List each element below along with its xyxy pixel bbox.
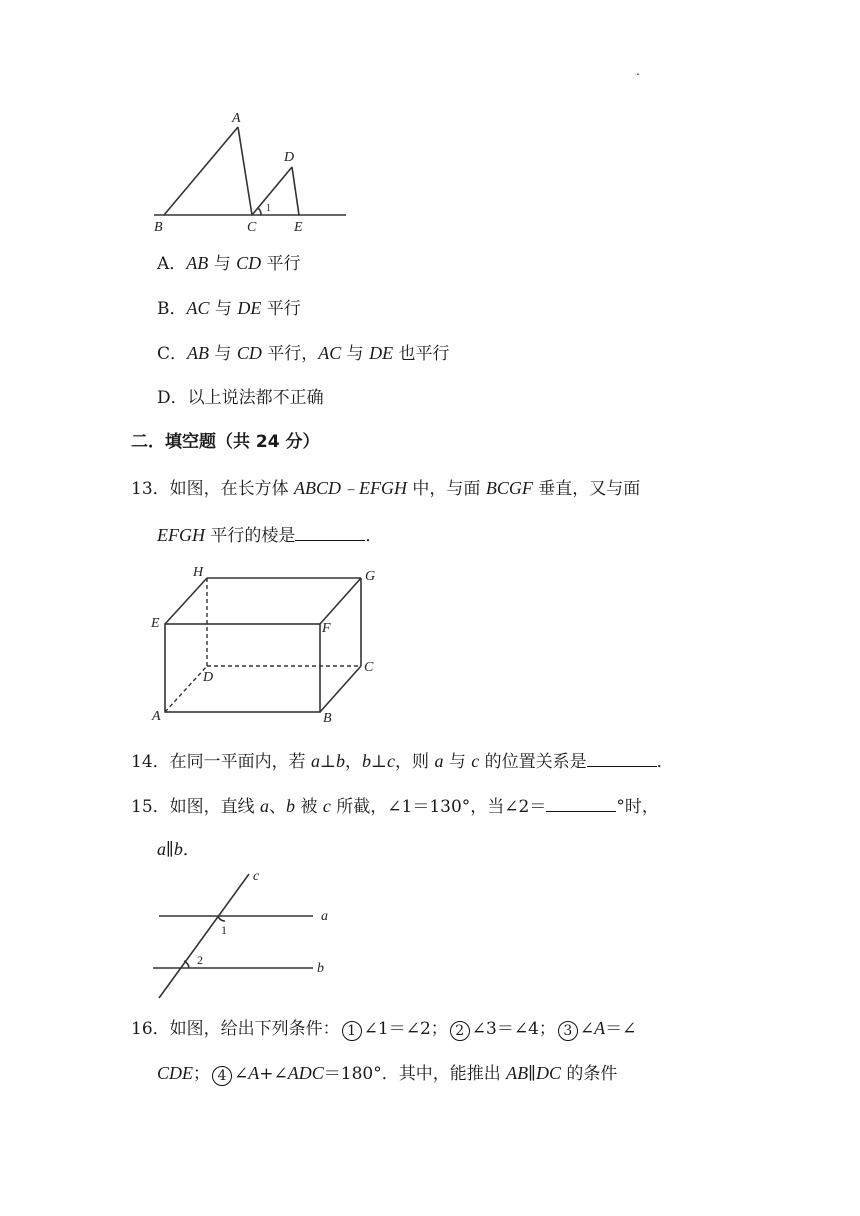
math-term: b xyxy=(362,751,372,771)
fig12-label-A: A xyxy=(232,111,241,126)
option-letter: B． xyxy=(157,299,187,319)
question-text: 中，与面 xyxy=(407,479,486,499)
math-term: A xyxy=(248,1063,260,1083)
question-text: +∠ xyxy=(259,1064,288,1084)
math-term: ABCD﹣EFGH xyxy=(294,478,408,498)
page-dot: . xyxy=(636,64,640,78)
math-term: AB xyxy=(187,343,210,363)
fig12-label-C: C xyxy=(247,220,257,235)
fig13-label-H: H xyxy=(193,565,204,580)
option-text: 也平行 xyxy=(398,344,450,364)
option-text: 与 xyxy=(346,344,364,364)
question-number: 16． xyxy=(131,1019,170,1039)
answer-blank[interactable] xyxy=(587,748,657,767)
math-term: DE xyxy=(369,343,394,363)
question-text: ． xyxy=(656,752,674,772)
fig13-label-A: A xyxy=(152,709,161,724)
fig13-label-C: C xyxy=(364,660,374,675)
fig13-label-E: E xyxy=(151,616,160,631)
answer-blank[interactable] xyxy=(546,793,616,812)
fig15-label-b: b xyxy=(317,961,324,976)
math-term: CDE xyxy=(157,1063,193,1083)
fig15-angle-2: 2 xyxy=(197,953,203,967)
option-text: 平行 xyxy=(266,254,301,274)
option-text: 与 xyxy=(214,299,232,319)
question-number: 13． xyxy=(131,479,170,499)
question-text: 的条件 xyxy=(560,1064,618,1084)
math-term: AC xyxy=(186,298,210,318)
question-text: 如图，直线 xyxy=(169,797,261,817)
math-term: b xyxy=(336,751,346,771)
math-symbol: ∥ xyxy=(166,840,174,860)
circled-number-1: 1 xyxy=(342,1021,362,1041)
math-term: DC xyxy=(535,1063,561,1083)
question-number: 15． xyxy=(131,797,170,817)
option-b xyxy=(157,297,301,320)
math-term: CD xyxy=(236,343,262,363)
fig12-label-D: D xyxy=(284,150,295,165)
question-text: 与 xyxy=(443,752,472,772)
question-16-line1 xyxy=(131,1017,636,1041)
math-term: b xyxy=(173,839,183,859)
option-letter: C． xyxy=(157,344,188,364)
figure-q13-cuboid xyxy=(145,560,385,730)
fig13-label-F: F xyxy=(322,621,331,636)
option-a xyxy=(157,252,301,275)
question-13-line1 xyxy=(131,477,640,500)
math-term: a xyxy=(260,796,270,816)
section-prefix: 二．填空题（共 xyxy=(131,432,256,452)
math-term: AB xyxy=(506,1063,529,1083)
option-letter: D． xyxy=(157,388,188,408)
math-term: ADC xyxy=(287,1063,324,1083)
option-text: 以上说法都不正确 xyxy=(187,388,324,408)
fig15-label-a: a xyxy=(321,909,328,924)
fig15-label-c: c xyxy=(253,869,260,884)
question-text: ； xyxy=(193,1064,210,1084)
question-text: 所截，∠1＝130°，当∠2＝ xyxy=(330,797,547,817)
question-text: ∠ xyxy=(579,1019,595,1039)
question-text: 垂直，又与面 xyxy=(532,479,641,499)
circled-number-3: 3 xyxy=(558,1021,578,1041)
answer-blank[interactable] xyxy=(295,522,365,541)
circled-number-4: 4 xyxy=(212,1066,232,1086)
figure-q15-transversal xyxy=(145,866,345,1006)
math-term: DE xyxy=(237,298,262,318)
fig12-label-B: B xyxy=(154,220,163,235)
math-symbol: ⊥ xyxy=(371,752,388,772)
question-text: ， xyxy=(345,752,363,772)
question-text: °时， xyxy=(616,797,659,817)
figure-q12-triangles xyxy=(140,105,360,235)
math-term: EFGH xyxy=(157,525,205,545)
math-term: c xyxy=(322,796,331,816)
question-text: 如图，在长方体 xyxy=(169,479,295,499)
math-term: c xyxy=(387,751,396,771)
question-15-line1 xyxy=(131,793,659,818)
section-suffix: 分） xyxy=(279,432,320,452)
question-text: 的位置关系是 xyxy=(479,752,587,772)
math-term: AB xyxy=(186,253,209,273)
option-d xyxy=(157,387,324,409)
question-text: ＝∠ xyxy=(605,1019,637,1039)
math-term: BCGF xyxy=(485,478,533,498)
option-text: 平行， xyxy=(267,344,319,364)
question-text: ． xyxy=(365,526,383,546)
fig13-label-D: D xyxy=(203,670,214,685)
option-letter: A． xyxy=(157,254,187,274)
question-text: ，则 xyxy=(395,752,435,772)
question-number: 14． xyxy=(131,752,170,772)
question-13-line2 xyxy=(157,522,382,547)
option-text: 与 xyxy=(214,344,232,364)
math-symbol: ⊥ xyxy=(320,752,337,772)
question-text: 平行的棱是 xyxy=(205,526,296,546)
fig15-angle-1: 1 xyxy=(221,923,227,937)
question-text: ． xyxy=(182,840,200,860)
question-text: ∠1＝∠2； xyxy=(363,1019,448,1039)
math-term: a xyxy=(157,839,166,859)
fig12-label-E: E xyxy=(294,220,303,235)
fig13-label-B: B xyxy=(323,711,332,726)
section-heading-fill-in xyxy=(131,431,320,453)
question-text: ∠3＝∠4； xyxy=(471,1019,556,1039)
math-term: a xyxy=(434,751,444,771)
circled-number-2: 2 xyxy=(450,1021,470,1041)
question-text: 如图，给出下列条件： xyxy=(169,1019,340,1039)
math-term: b xyxy=(286,796,296,816)
question-text: 、 xyxy=(269,797,287,817)
question-text: 在同一平面内，若 xyxy=(169,752,312,772)
section-score: 24 xyxy=(255,432,280,452)
math-term: A xyxy=(594,1018,606,1038)
question-text: ＝180°．其中，能推出 xyxy=(323,1064,507,1084)
math-term: AC xyxy=(318,343,342,363)
question-16-line2 xyxy=(157,1062,617,1086)
math-term: CD xyxy=(236,253,262,273)
fig13-label-G: G xyxy=(365,569,376,584)
question-14 xyxy=(131,748,674,773)
option-c xyxy=(157,342,449,365)
option-text: 平行 xyxy=(266,299,301,319)
fig12-angle-1: 1 xyxy=(266,203,271,214)
question-15-line2 xyxy=(157,838,200,861)
math-term: c xyxy=(471,751,480,771)
question-text: 被 xyxy=(295,797,323,817)
option-text: 与 xyxy=(213,254,231,274)
question-text: ∠ xyxy=(234,1064,249,1084)
math-symbol: ∥ xyxy=(528,1064,536,1084)
math-term: a xyxy=(311,751,321,771)
